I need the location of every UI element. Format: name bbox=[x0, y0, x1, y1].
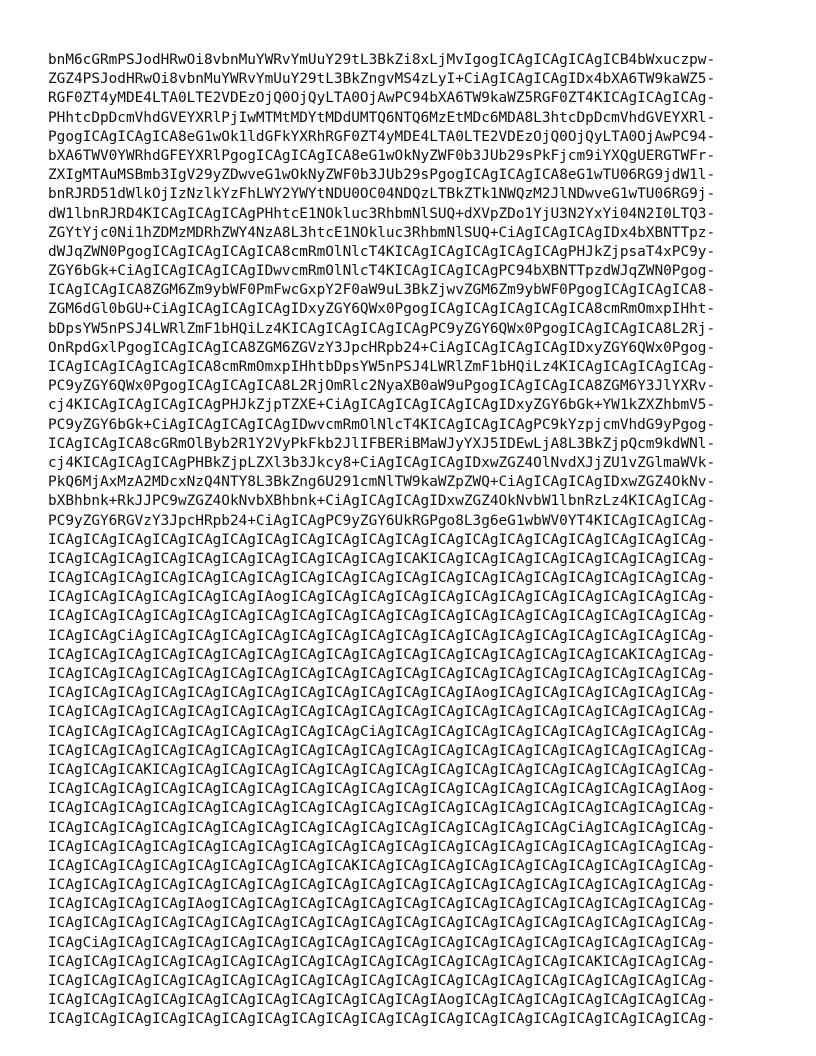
text-line: ICAgICAgICAgICAgICAgICAgICAgICAgICAgICAgICAgICAgICAgICAgICAgICAgICAKICAgICAg- bbox=[48, 646, 716, 663]
text-line: ICAgICAgICAgICAgICAgICAgICAgICAgICAgICAgICAgICAgICAgICAgICAgICAgICAgICAgICAg- bbox=[48, 1011, 716, 1028]
text-line: dW1lbnRJRD4KICAgICAgICAgPHhtcE1NOkluc3RhbmNlSUQ+dXVpZDo1YjU3N2YxYi04N2I0LTQ3- bbox=[48, 205, 716, 222]
text-line: ZGY6bGk+CiAgICAgICAgICAgIDwvcmRmOlNlcT4KICAgICAgICAgPC94bXBNTTpzdWJqZWN0Pgog- bbox=[48, 263, 716, 280]
text-line: ICAgICAgICAgICAgICAgICAgICAgICAgICAgICAgICAgICAgICAgICAgICAgCiAgICAgICAgICAg- bbox=[48, 819, 716, 836]
text-line: bnM6cGRmPSJodHRwOi8vbnMuYWRvYmUuY29tL3BkZi8xLjMvIgogICAgICAgICAgICB4bWxuczpw- bbox=[48, 52, 716, 68]
text-line: ICAgICAgICAgICAgICAgICAgICAgICAgICAgICAgICAgIAogICAgICAgICAgICAgICAgICAgICAg- bbox=[48, 992, 716, 1009]
text-line: PkQ6MjAxMzA2MDcxNzQ4NTY8L3BkZng6U291cmNlTW9kaWZpZWQ+CiAgICAgICAgIDxwZGZ4OkNv- bbox=[48, 474, 716, 491]
text-line: ICAgICAgICAgICAgICAgICAgICAgICAgICAgICAgICAgICAgICAgICAgICAgICAgICAgICAgICAg- bbox=[48, 915, 716, 932]
text-line: ZXIgMTAuMSBmb3IgV29yZDwveG1wOkNyZWF0b3JUb29sPgogICAgICAgICA8eG1wTU06RG9jdW1l- bbox=[48, 167, 716, 184]
text-line: bXA6TWV0YWRhdGFEYXRlPgogICAgICAgICA8eG1wOkNyZWF0b3JUb29sPkFjcm9iYXQgUERGTWFr- bbox=[48, 147, 716, 164]
text-line: ICAgICAgICAgICAgICA8cmRmOmxpIHhtbDpsYW5nPSJ4LWRlZmF1bHQiLz4KICAgICAgICAgICAg- bbox=[48, 359, 716, 375]
text-line: bnRJRD51dWlkOjIzNzlkYzFhLWY2YWYtNDU0OC04NDQzLTBkZTk1NWQzM2JlNDwveG1wTU06RG9j- bbox=[48, 186, 716, 203]
text-line: ICAgICAgICAgICAgICAgICAgICAgICAgICAgICAgICAgICAgICAgICAgICAgICAgICAgICAgICAg- bbox=[48, 570, 716, 587]
text-line: ICAgICAgICAgICAgIAogICAgICAgICAgICAgICAgICAgICAgICAgICAgICAgICAgICAgICAgICAg- bbox=[48, 896, 716, 913]
text-line: cj4KICAgICAgICAgICAgPHJkZjpTZXE+CiAgICAgICAgICAgICAgIDxyZGY6bGk+YW1kZXZhbmV5- bbox=[48, 397, 716, 414]
text-line: ICAgICAgICAgICAgICAgICAgICAgICAgICAgICAgICAgICAgICAgICAgICAgICAgICAgICAgICAg- bbox=[48, 608, 716, 625]
text-line: ZGM6dGl0bGU+CiAgICAgICAgICAgIDxyZGY6QWx0PgogICAgICAgICAgICAgICA8cmRmOmxpIHht- bbox=[48, 301, 716, 318]
text-line: RGF0ZT4yMDE4LTA0LTE2VDEzOjQ0OjQyLTA0OjAwPC94bXA6TW9kaWZ5RGF0ZT4KICAgICAgICAg- bbox=[48, 90, 716, 107]
text-line: ZGYtYjc0Ni1hZDMzMDRhZWY4NzA8L3htcE1NOkluc3RhbmNlSUQ+CiAgICAgICAgIDx4bXBNTTpz- bbox=[48, 224, 716, 241]
text-line: ICAgICAgICAgICAgICAgICAgICAgICAgICAKICAgICAgICAgICAgICAgICAgICAgICAgICAgICAg- bbox=[48, 857, 716, 874]
text-line: ICAgICAgICA8ZGM6Zm9ybWF0PmFwcGxpY2F0aW9uL3BkZjwvZGM6Zm9ybWF0PgogICAgICAgICA8- bbox=[48, 282, 716, 299]
text-line: ICAgICAgICAgICAgICAgICAgICAgICAgICAgICAgICAgICAgIAogICAgICAgICAgICAgICAgICAg- bbox=[48, 685, 716, 702]
text-line: PC9yZGY6QWx0PgogICAgICAgICA8L2RjOmRlc2NyaXB0aW9uPgogICAgICAgICA8ZGM6Y3JlYXRv- bbox=[48, 378, 716, 395]
text-line: PC9yZGY6bGk+CiAgICAgICAgICAgIDwvcmRmOlNlcT4KICAgICAgICAgPC9kYzpjcmVhdG9yPgog- bbox=[48, 416, 716, 433]
text-line: PC9yZGY6RGVzY3JpcHRpb24+CiAgICAgPC9yZGY6UkRGPgo8L3g6eG1wbWV0YT4KICAgICAgICAg- bbox=[48, 512, 716, 529]
encoded-text-block bbox=[48, 51, 715, 1030]
text-line: ICAgICAgICAgICAgICAgICAgICAgICAgICAgCiAgICAgICAgICAgICAgICAgICAgICAgICAgICAg- bbox=[48, 723, 716, 740]
text-line: ICAgICAgICAgICAgICAgICAgICAgICAgICAgICAgICAgICAgICAgICAgICAgICAgICAgICAgICAg- bbox=[48, 800, 716, 817]
text-line: OnRpdGxlPgogICAgICAgICA8ZGM6ZGVzY3JpcHRpb24+CiAgICAgICAgICAgIDxyZGY6QWx0Pgog- bbox=[48, 339, 716, 356]
text-line: ICAgCiAgICAgICAgICAgICAgICAgICAgICAgICAgICAgICAgICAgICAgICAgICAgICAgICAgICAg- bbox=[48, 934, 716, 951]
text-line: ZGZ4PSJodHRwOi8vbnMuYWRvYmUuY29tL3BkZngvMS4zLyI+CiAgICAgICAgIDx4bXA6TW9kaWZ5- bbox=[48, 71, 716, 88]
text-line: ICAgICAgICAgICAgICAgICAgICAgICAgICAgICAgICAgICAgICAgICAgICAgICAgICAgICAgIAog- bbox=[48, 781, 716, 798]
text-line: dWJqZWN0PgogICAgICAgICAgICA8cmRmOlNlcT4KICAgICAgICAgICAgICAgPHJkZjpsaT4xPC9y- bbox=[48, 243, 716, 260]
text-line: cj4KICAgICAgICAgPHBkZjpLZXl3b3Jkcy8+CiAgICAgICAgIDxwZGZ4OlNvdXJjZU1vZGlmaWVk- bbox=[48, 454, 716, 471]
text-line: bXBhbnk+RkJJPC9wZGZ4OkNvbXBhbnk+CiAgICAgICAgIDxwZGZ4OkNvbW1lbnRzLz4KICAgICAg- bbox=[48, 493, 716, 510]
text-line: ICAgICAgICAgICAgICAgICAgICAgICAgICAgICAgICAgICAgICAgICAgICAgICAgICAgICAgICAg- bbox=[48, 531, 716, 548]
text-line: PgogICAgICAgICA8eG1wOk1ldGFkYXRhRGF0ZT4yMDE4LTA0LTE2VDEzOjQ0OjQyLTA0OjAwPC94- bbox=[48, 128, 716, 145]
text-line: ICAgICAgICAgICAgICAgICAgICAgICAgICAgICAgICAgICAgICAgICAgICAgICAgICAgICAgICAg- bbox=[48, 838, 716, 855]
text-line: ICAgICAgICAgICAgICAgICAgICAgICAgICAgICAgICAgICAgICAgICAgICAgICAgICAgICAgICAg- bbox=[48, 704, 716, 721]
text-line: ICAgICAgICAKICAgICAgICAgICAgICAgICAgICAgICAgICAgICAgICAgICAgICAgICAgICAgICAg- bbox=[48, 761, 716, 778]
text-line: ICAgICAgICAgICAgICAgICAgICAgICAgICAgICAgICAgICAgICAgICAgICAgICAgICAgICAgICAg- bbox=[48, 666, 716, 682]
text-line: PHhtcDpDcmVhdGVEYXRlPjIwMTMtMDYtMDdUMTQ6NTQ6MzEtMDc6MDA8L3htcDpDcmVhdGVEYXRl- bbox=[48, 109, 716, 126]
text-line: ICAgICAgCiAgICAgICAgICAgICAgICAgICAgICAgICAgICAgICAgICAgICAgICAgICAgICAgICAg- bbox=[48, 627, 716, 644]
text-line: ICAgICAgICAgICAgICAgICAgICAgICAgICAgICAgICAgICAgICAgICAgICAgICAKICAgICAgICAg- bbox=[48, 953, 716, 970]
text-line: bDpsYW5nPSJ4LWRlZmF1bHQiLz4KICAgICAgICAgICAgPC9yZGY6QWx0PgogICAgICAgICA8L2Rj- bbox=[48, 320, 716, 337]
text-line: ICAgICAgICAgICAgICAgICAgIAogICAgICAgICAgICAgICAgICAgICAgICAgICAgICAgICAgICAg- bbox=[48, 589, 716, 606]
text-line: ICAgICAgICA8cGRmOlByb2R1Y2VyPkFkb2JlIFBERiBMaWJyYXJ5IDEwLjA8L3BkZjpQcm9kdWNl- bbox=[48, 435, 716, 452]
text-line: ICAgICAgICAgICAgICAgICAgICAgICAgICAgICAgICAKICAgICAgICAgICAgICAgICAgICAgICAg- bbox=[48, 550, 716, 567]
text-line: ICAgICAgICAgICAgICAgICAgICAgICAgICAgICAgICAgICAgICAgICAgICAgICAgICAgICAgICAg- bbox=[48, 877, 716, 894]
text-line: ICAgICAgICAgICAgICAgICAgICAgICAgICAgICAgICAgICAgICAgICAgICAgICAgICAgICAgICAg- bbox=[48, 973, 716, 989]
text-line: ICAgICAgICAgICAgICAgICAgICAgICAgICAgICAgICAgICAgICAgICAgICAgICAgICAgICAgICAg- bbox=[48, 742, 716, 759]
